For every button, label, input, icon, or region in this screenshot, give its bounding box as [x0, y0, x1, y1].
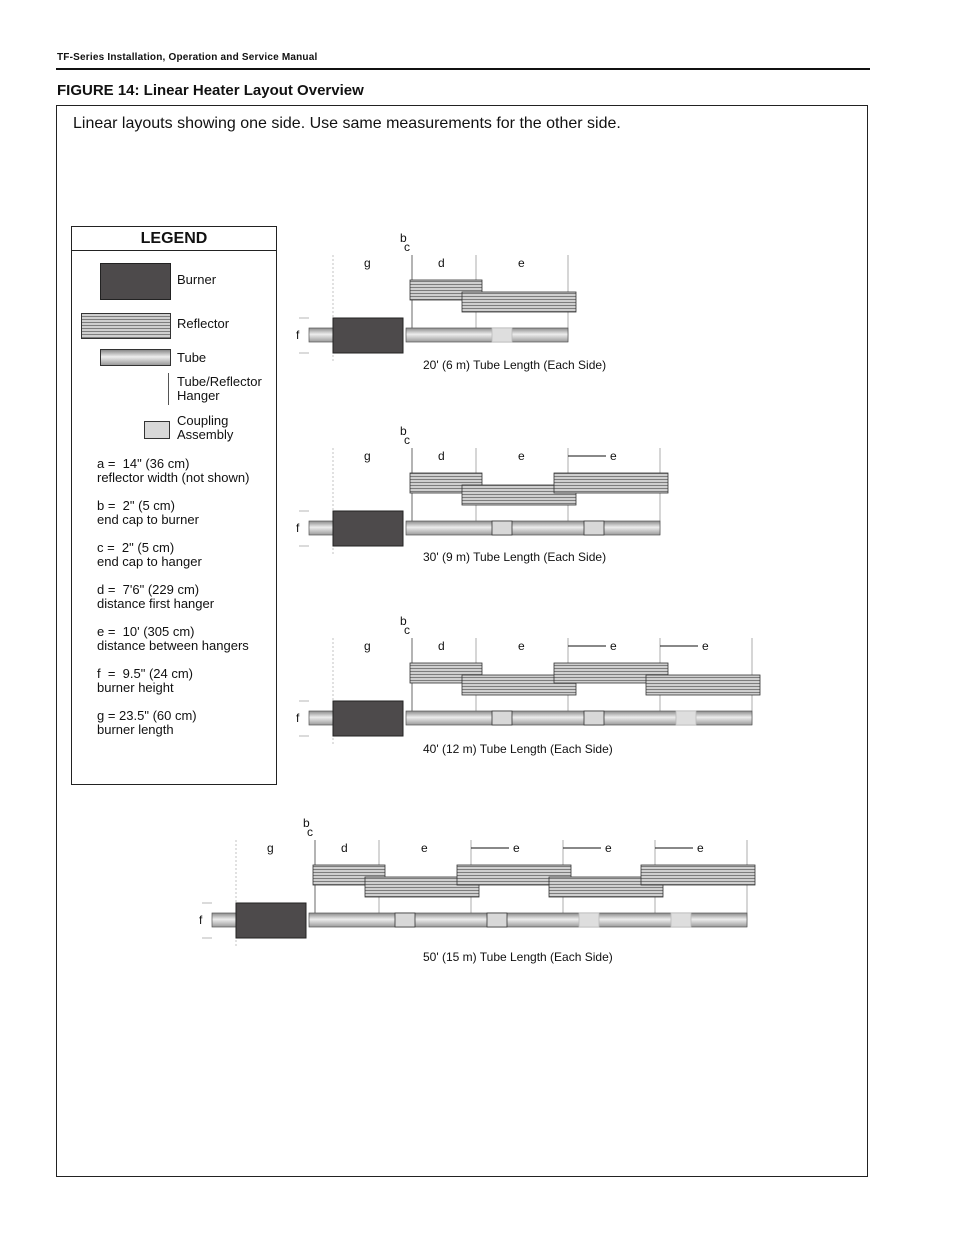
- dim-label-b: b: [303, 816, 310, 830]
- dim-label-e: e: [610, 639, 617, 653]
- dim-label-d: d: [438, 449, 445, 463]
- legend-reflector-label: Reflector: [177, 316, 230, 331]
- dim-label-e: e: [518, 639, 525, 653]
- legend-tube-label: Tube: [177, 350, 207, 365]
- dim-label-g: g: [364, 256, 371, 270]
- figure-title: FIGURE 14: Linear Heater Layout Overview: [57, 82, 364, 99]
- tube-inlet: [309, 521, 333, 535]
- burner: [333, 511, 403, 546]
- tube-inlet: [212, 913, 236, 927]
- burner: [333, 701, 403, 736]
- dim-label-d: d: [438, 639, 445, 653]
- definition-c: c = 2" (5 cm) end cap to hanger: [97, 540, 202, 569]
- coupling-assembly: [492, 521, 512, 535]
- legend-burner-label: Burner: [177, 272, 217, 287]
- layout-caption-40ft: 40' (12 m) Tube Length (Each Side): [423, 742, 613, 756]
- reflector-segment: [554, 473, 668, 493]
- coupling-assembly: [492, 328, 512, 342]
- dim-label-e: e: [605, 841, 612, 855]
- tube-inlet: [309, 711, 333, 725]
- reflector-segment: [641, 865, 755, 885]
- dim-label-e: e: [610, 449, 617, 463]
- dim-label-c: c: [404, 433, 410, 447]
- dim-label-b: b: [400, 424, 407, 438]
- reflector-segment: [462, 292, 576, 312]
- dim-label-e: e: [513, 841, 520, 855]
- dim-label-e: e: [697, 841, 704, 855]
- dim-label-f: f: [296, 521, 300, 535]
- layout-caption-30ft: 30' (9 m) Tube Length (Each Side): [423, 550, 607, 564]
- legend-title: LEGEND: [72, 227, 276, 251]
- tube-inlet: [309, 328, 333, 342]
- definition-a: a = 14" (36 cm) reflector width (not shown): [97, 456, 250, 485]
- dim-label-e: e: [518, 256, 525, 270]
- reflector-segment: [646, 675, 760, 695]
- layout-caption-20ft: 20' (6 m) Tube Length (Each Side): [423, 358, 607, 372]
- coupling-assembly: [676, 711, 696, 725]
- dim-label-f: f: [199, 913, 203, 927]
- dim-label-g: g: [364, 449, 371, 463]
- dim-label-d: d: [438, 256, 445, 270]
- dim-label-f: f: [296, 328, 300, 342]
- dim-label-e: e: [702, 639, 709, 653]
- definition-e: e = 10' (305 cm) distance between hangers: [97, 624, 249, 653]
- dim-label-c: c: [404, 623, 410, 637]
- dim-label-b: b: [400, 614, 407, 628]
- coupling-assembly: [492, 711, 512, 725]
- dim-label-c: c: [404, 240, 410, 254]
- coupling-assembly: [487, 913, 507, 927]
- burner: [236, 903, 306, 938]
- tube: [406, 328, 568, 342]
- dim-label-c: c: [307, 825, 313, 839]
- definition-f: f = 9.5" (24 cm) burner height: [97, 666, 194, 695]
- coupling-assembly: [584, 711, 604, 725]
- figure-intro: Linear layouts showing one side. Use same measurements for the other side.: [73, 115, 621, 132]
- manual-header: TF-Series Installation, Operation and Service Manual: [57, 52, 318, 63]
- coupling-assembly: [584, 521, 604, 535]
- coupling-assembly: [579, 913, 599, 927]
- dim-label-g: g: [364, 639, 371, 653]
- dim-label-e: e: [421, 841, 428, 855]
- dim-label-b: b: [400, 231, 407, 245]
- dim-label-f: f: [296, 711, 300, 725]
- legend-coupling-label-1: Coupling: [177, 413, 229, 428]
- definition-b: b = 2" (5 cm) end cap to burner: [97, 498, 199, 527]
- burner: [333, 318, 403, 353]
- coupling-assembly: [671, 913, 691, 927]
- legend-coupling-label-2: Assembly: [177, 427, 234, 442]
- tube: [406, 711, 752, 725]
- dim-label-g: g: [267, 841, 274, 855]
- legend-hanger-label-2: Hanger: [177, 388, 220, 403]
- definition-d: d = 7'6" (229 cm) distance first hanger: [97, 582, 215, 611]
- definition-g: g = 23.5" (60 cm) burner length: [97, 708, 197, 737]
- dim-label-d: d: [341, 841, 348, 855]
- coupling-assembly: [395, 913, 415, 927]
- legend-hanger-label-1: Tube/Reflector: [177, 374, 262, 389]
- layout-caption-50ft: 50' (15 m) Tube Length (Each Side): [423, 950, 613, 964]
- tube: [406, 521, 660, 535]
- dim-label-e: e: [518, 449, 525, 463]
